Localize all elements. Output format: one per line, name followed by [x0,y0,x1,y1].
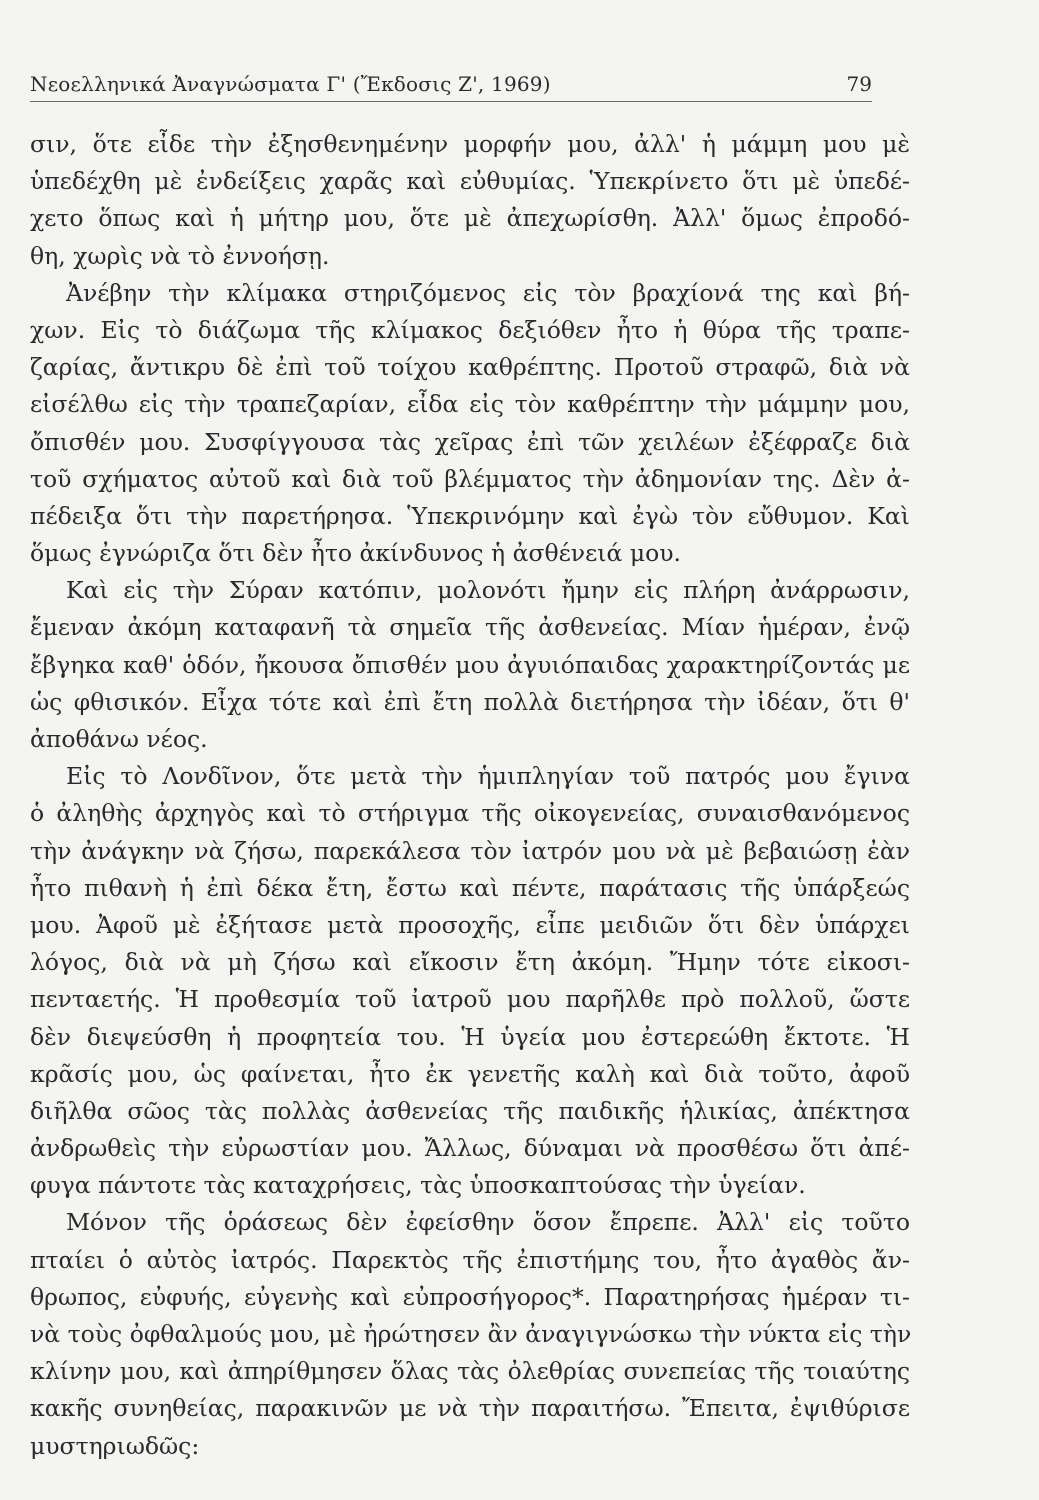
text-line: τοῦ σχήματος αὐτοῦ καὶ διὰ τοῦ βλέμματος τὴν ἀδημονίαν της. Δὲν ἀ- [30,464,910,493]
text-line: πέδειξα ὅτι τὴν παρετήρησα. Ὑπεκρινόμην καὶ ἐγὼ τὸν εὔθυμον. Καὶ [30,501,910,530]
text-line: χων. Εἰς τὸ διάζωμα τῆς κλίμακος δεξιόθεν ἦτο ἡ θύρα τῆς τραπε- [30,315,910,344]
text-line: ζαρίας, ἄντικρυ δὲ ἐπὶ τοῦ τοίχου καθρέπτης. Προτοῦ στραφῶ, διὰ νὰ [30,353,910,382]
paragraph-start-line: Ἀνέβην τὴν κλίμακα στηριζόμενος εἰς τὸν βραχίονά της καὶ βή- [66,278,910,307]
paragraph-start-line: Εἰς τὸ Λονδῖνον, ὅτε μετὰ τὴν ἡμιπληγίαν τοῦ πατρός μου ἔγινα [66,762,910,791]
text-line: τὴν ἀνάγκην νὰ ζήσω, παρεκάλεσα τὸν ἰατρόν μου νὰ μὲ βεβαιώσῃ ἐὰν [30,836,910,865]
text-line: μου. Ἀφοῦ μὲ ἐξήτασε μετὰ προσοχῆς, εἶπε μειδιῶν ὅτι δὲν ὑπάρχει [30,910,910,939]
book-title: Νεοελληνικά Ἀναγνώσματα Γ' (Ἔκδοσις Ζ', 1969) [30,72,551,96]
body-text [30,126,910,1465]
text-line: ἔμεναν ἀκόμη καταφανῆ τὰ σημεῖα τῆς ἀσθενείας. Μίαν ἡμέραν, ἐνῷ [30,613,910,642]
text-line: ὁ ἀληθὴς ἀρχηγὸς καὶ τὸ στήριγμα τῆς οἰκογενείας, συναισθανόμενος [30,799,910,828]
text-line: μυστηριωδῶς: [30,1431,200,1460]
text-line: ἀποθάνω νέος. [30,725,208,753]
text-line: θη, χωρὶς νὰ τὸ ἐννοήσῃ. [30,241,330,270]
text-line: ἔβγηκα καθ' ὁδόν, ἤκουσα ὄπισθέν μου ἀγυιόπαιδας χαρακτηρίζοντάς με [30,650,910,679]
running-header [30,68,872,102]
text-line: πταίει ὁ αὐτὸς ἰατρός. Παρεκτὸς τῆς ἐπιστήμης του, ἦτο ἀγαθὸς ἄν- [30,1245,910,1274]
text-line: ὑπεδέχθη μὲ ἐνδείξεις χαρᾶς καὶ εὐθυμίας. Ὑπεκρίνετο ὅτι μὲ ὑπεδέ- [30,167,910,196]
text-line: ἦτο πιθανὴ ἡ ἐπὶ δέκα ἔτη, ἔστω καὶ πέντε, παράτασις τῆς ὑπάρξεώς [30,873,910,902]
text-line: ἀνδρωθεὶς τὴν εὐρωστίαν μου. Ἄλλως, δύναμαι νὰ προσθέσω ὅτι ἀπέ- [30,1134,910,1163]
text-line: πενταετής. Ἡ προθεσμία τοῦ ἰατροῦ μου παρῆλθε πρὸ πολλοῦ, ὥστε [30,985,910,1014]
text-line: κρᾶσίς μου, ὡς φαίνεται, ἦτο ἐκ γενετῆς καλὴ καὶ διὰ τοῦτο, ἀφοῦ [30,1059,910,1088]
text-line: λόγος, διὰ νὰ μὴ ζήσω καὶ εἴκοσιν ἔτη ἀκόμη. Ἤμην τότε εἰκοσι- [30,948,910,977]
text-line: ὡς φθισικόν. Εἶχα τότε καὶ ἐπὶ ἔτη πολλὰ διετήρησα τὴν ἰδέαν, ὅτι θ' [30,687,910,716]
text-line: νὰ τοὺς ὀφθαλμούς μου, μὲ ἠρώτησεν ἂν ἀναγιγνώσκω τὴν νύκτα εἰς τὴν [30,1320,912,1348]
text-line: εἰσέλθω εἰς τὴν τραπεζαρίαν, εἶδα εἰς τὸν καθρέπτην τὴν μάμμην μου, [30,390,910,419]
text-line: ὅμως ἐγνώριζα ὅτι δὲν ἦτο ἀκίνδυνος ἡ ἀσθένειά μου. [30,539,682,568]
text-line: χετο ὅπως καὶ ἡ μήτηρ μου, ὅτε μὲ ἀπεχωρίσθη. Ἀλλ' ὅμως ἐπροδό- [30,204,910,233]
text-line: διῆλθα σῶος τὰς πολλὰς ἀσθενείας τῆς παιδικῆς ἡλικίας, ἀπέκτησα [30,1096,910,1125]
text-line: θρωπος, εὐφυής, εὐγενὴς καὶ εὐπροσήγορος*. Παρατηρήσας ἡμέραν τι- [30,1282,910,1311]
header-rule [30,101,872,102]
paragraph-start-line: Καὶ εἰς τὴν Σύραν κατόπιν, μολονότι ἤμην εἰς πλήρη ἀνάρρωσιν, [66,576,910,605]
text-line: κακῆς συνηθείας, παρακινῶν με νὰ τὴν παραιτήσω. Ἔπειτα, ἐψιθύρισε [30,1394,910,1423]
text-line: φυγα πάντοτε τὰς καταχρήσεις, τὰς ὑποσκαπτούσας τὴν ὑγείαν. [30,1171,806,1200]
text-line: ὄπισθέν μου. Συσφίγγουσα τὰς χεῖρας ἐπὶ τῶν χειλέων ἐξέφραζε διὰ [30,427,910,456]
text-line: κλίνην μου, καὶ ἀπηρίθμησεν ὅλας τὰς ὀλεθρίας συνεπείας τῆς τοιαύτης [30,1357,910,1386]
paragraph-start-line: Μόνον τῆς ὁράσεως δὲν ἐφείσθην ὅσον ἔπρεπε. Ἀλλ' εἰς τοῦτο [66,1208,910,1237]
page-number: 79 [846,72,872,96]
text-line: σιν, ὅτε εἶδε τὴν ἐξησθενημένην μορφήν μου, ἀλλ' ἡ μάμμη μου μὲ [30,130,910,158]
text-line: δὲν διεψεύσθη ἡ προφητεία του. Ἡ ὑγεία μου ἐστερεώθη ἔκτοτε. Ἡ [30,1022,910,1051]
